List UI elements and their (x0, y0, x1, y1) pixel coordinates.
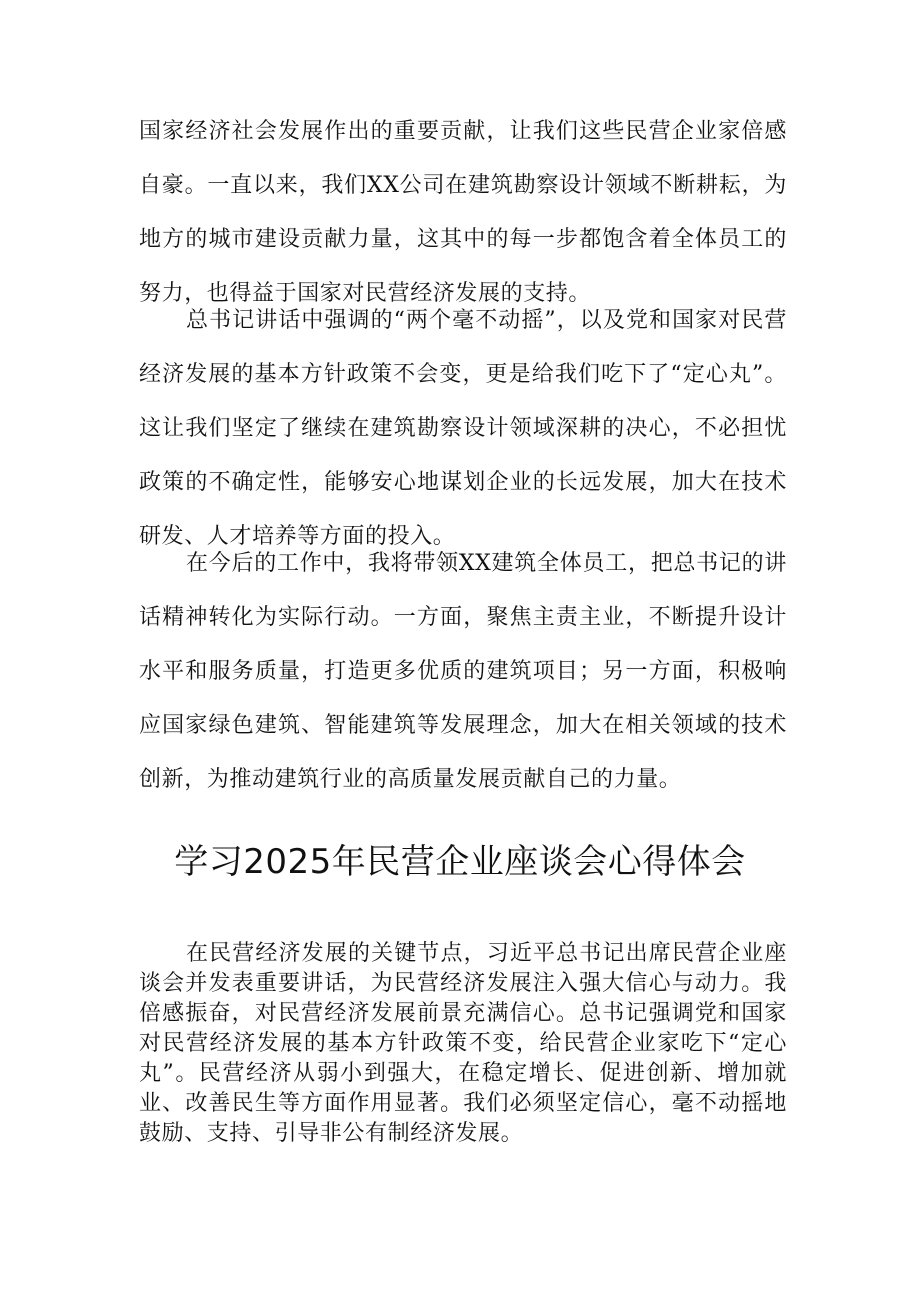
body-paragraph: 在今后的工作中，我将带领XX建筑全体员工，把总书记的讲话精神转化为实际行动。一方面，聚焦主责主业，不断提升设计水平和服务质量，打造更多优质的建筑项目；另一方面，积极响应国家绿色建筑、智能建筑等发展理念，加大在相关领域的技术创新，为推动建筑行业的高质量发展贡献自己的力量。 (139, 551, 787, 792)
body-paragraph-continued: 国家经济社会发展作出的重要贡献，让我们这些民营企业家倍感自豪。一直以来，我们XX公司在建筑勘察设计领域不断耕耘，为地方的城市建设贡献力量，这其中的每一步都饱含着全体员工的努力，也得益于国家对民营经济发展的支持。 (139, 119, 787, 306)
body-paragraph: 总书记讲话中强调的“两个毫不动摇”，以及党和国家对民营经济发展的基本方针政策不会变，更是给我们吃下了“定心丸”。这让我们坚定了继续在建筑勘察设计领域深耕的决心，不必担忧政策的不确定性，能够安心地谋划企业的长远发展，加大在技术研发、人才培养等方面的投入。 (139, 308, 787, 549)
body-paragraph: 在民营经济发展的关键节点，习近平总书记出席民营企业座谈会并发表重要讲话，为民营经济发展注入强大信心与动力。我倍感振奋，对民营经济发展前景充满信心。总书记强调党和国家对民营经济发展的基本方针政策不变，给民营企业家吃下“定心丸”。民营经济从弱小到强大，在稳定增长、促进创新、增加就业、改善民生等方面作用显著。我们必须坚定信心，毫不动摇地鼓励、支持、引导非公有制经济发展。 (139, 941, 787, 1146)
section-title: 学习2025年民营企业座谈会心得体会 (174, 842, 746, 882)
